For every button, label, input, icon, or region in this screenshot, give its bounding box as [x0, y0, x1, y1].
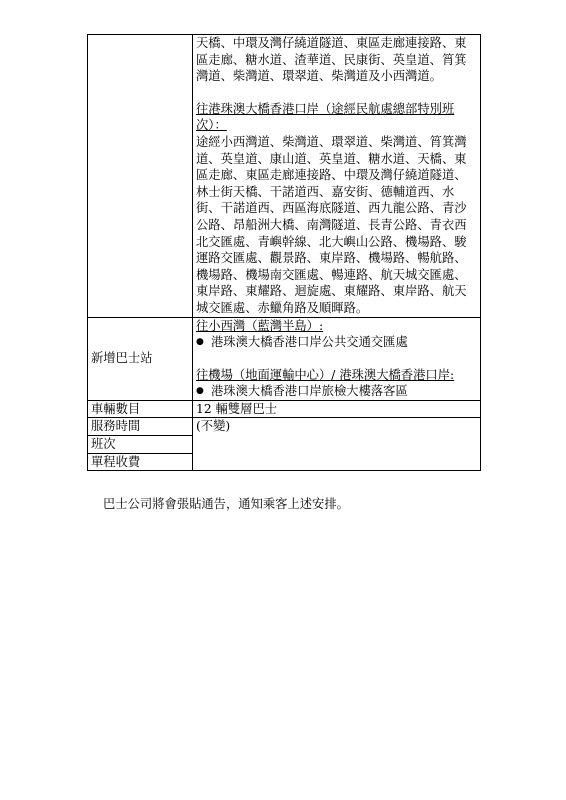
new-stops-heading-airport: 往機場（地面運輸中心）/ 港珠澳大橋香港口岸: — [196, 367, 455, 382]
bullet-icon: ● — [196, 337, 204, 348]
route-heading-hzmb-special: 往港珠澳大橋香港口岸（途經民航處總部特別班次）： — [196, 101, 455, 133]
vehicles-value: 12 輛雙層巴士 — [193, 400, 481, 418]
new-stop-item-2 — [196, 383, 477, 400]
unchanged-value: (不變) — [193, 418, 481, 471]
new-stop-item-1-text: 港珠澳大橋香港口岸公共交通交匯處 — [211, 335, 408, 350]
bullet-icon: ● — [196, 386, 204, 397]
notice-text: 巴士公司將會張貼通告，通知乘客上述安排。 — [103, 497, 349, 511]
route-info-table — [87, 34, 481, 471]
new-stops-cell — [193, 317, 481, 400]
new-stops-label: 新增巴士站 — [88, 317, 193, 400]
route-second-paragraph: 途經小西灣道、柴灣道、環翠道、柴灣道、筲箕灣道、英皇道、康山道、英皇道、糖水道、天橋、東區走廊、東區走廊連接路、中環及灣仔繞道隧道、林士街天橋、干諾道西、嘉安街、德輔道西、水街、干諾道西、西區海底隧道、西九龍公路、青沙公路、昂船洲大橋、南灣隧道、長青公路、青衣西北交匯處、青嶼幹線、北大嶼山公路、機場路、駿運路交匯處、觀景路、東岸路、機場路、暢航路、機場路、機場南交匯處、暢連路、航天城交匯處、東岸路、東耀路、迴旋處、東耀路、東岸路、航天城交匯處、赤鱲角路及順暉路。 — [196, 134, 467, 315]
frequency-label: 班次 — [88, 436, 193, 454]
new-stops-heading-siu-sai-wan: 往小西灣（藍灣半島）: — [196, 318, 324, 333]
paragraph-gap — [196, 85, 477, 101]
service-hours-row — [88, 418, 481, 436]
new-stops-row — [88, 317, 481, 400]
fare-label: 單程收費 — [88, 453, 193, 471]
vehicles-row — [88, 400, 481, 418]
paragraph-gap — [196, 351, 477, 367]
service-hours-label: 服務時間 — [88, 418, 193, 436]
route-first-paragraph: 天橋、中環及灣仔繞道隧道、東區走廊連接路、東區走廊、糖水道、渣華道、民康街、英皇道、筲箕灣道、柴灣道、環翠道、柴灣道及小西灣道。 — [196, 36, 467, 84]
route-detail-cell — [193, 35, 481, 318]
new-stop-item-1 — [196, 334, 477, 351]
vehicles-label: 車輛數目 — [88, 400, 193, 418]
route-label-cell-empty — [88, 35, 193, 318]
new-stop-item-2-text: 港珠澳大橋香港口岸旅檢大樓落客區 — [211, 384, 408, 399]
route-continued-row — [88, 35, 481, 318]
